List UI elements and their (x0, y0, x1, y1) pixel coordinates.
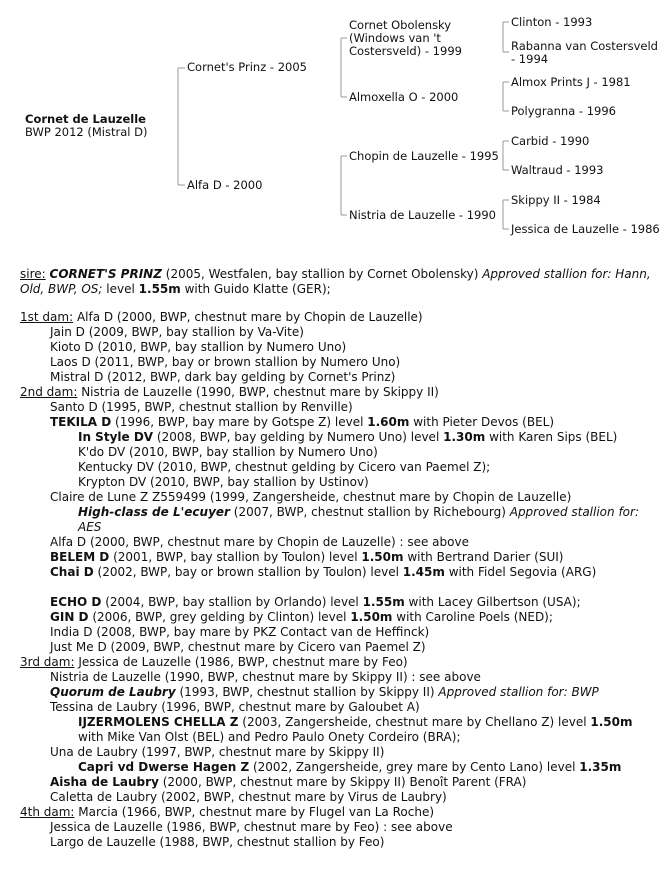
horse-details: (1996, BWP, bay mare by Gotspe Z) level (115, 415, 364, 429)
sire-name: CORNET'S PRINZ (49, 267, 162, 281)
pedigree-grandsire-paternal: Cornet Obolensky (Windows van 't Costersveld) - 1999 (349, 18, 462, 58)
dam-4-text: Marcia (1966, BWP, chestnut mare by Flugel van La Roche) (78, 805, 435, 819)
offspring-line: Jain D (2009, BWP, bay stallion by Va-Vite) (50, 325, 304, 339)
pedigree-text (20, 267, 660, 850)
pedigree-ggp-1: Clinton - 1993 (511, 15, 593, 29)
pedigree-ggp-4: Polygranna - 1996 (511, 104, 616, 118)
subject-info: BWP 2012 (Mistral D) (25, 125, 148, 139)
sire-approved: Approved stallion for: Hann, Old, BWP, OS; (20, 267, 651, 296)
dam-1-label: 1st dam: (20, 310, 74, 324)
sire-details: (2005, Westfalen, bay stallion by Cornet Obolensky) (165, 267, 479, 281)
offspring-line: Kentucky DV (2010, BWP, chestnut gelding by Cicero van Paemel Z); (78, 460, 491, 474)
horse-rider: with Lacey Gilbertson (USA); (408, 595, 581, 609)
offspring-line: India D (2008, BWP, bay mare by PKZ Contact van de Heffinck) (50, 625, 430, 639)
horse-approved: Approved stallion for: AES (78, 505, 639, 534)
horse-details: (2006, BWP, grey gelding by Clinton) level (92, 610, 347, 624)
dam-2-label: 2nd dam: (20, 385, 78, 399)
pedigree-granddam-paternal: Almoxella O - 2000 (349, 90, 459, 104)
horse-level: 1.30m (443, 430, 486, 444)
sire-rider: with Guido Klatte (GER); (184, 282, 331, 296)
dam-3-line (20, 655, 660, 670)
offspring-line: Laos D (2011, BWP, bay or brown stallion by Numero Uno) (50, 355, 401, 369)
horse-details: (2000, BWP, chestnut mare by Skippy II) Benoît Parent (FRA) (162, 775, 527, 789)
offspring-line: Nistria de Lauzelle (1990, BWP, chestnut mare by Skippy II) : see above (50, 670, 481, 684)
offspring-line: Santo D (1995, BWP, chestnut stallion by Renville) (50, 400, 353, 414)
offspring-line: K'do DV (2010, BWP, bay stallion by Numero Uno) (78, 445, 378, 459)
sire-level: 1.55m (138, 282, 181, 296)
horse-rider: with Karen Sips (BEL) (489, 430, 618, 444)
subject-name: Cornet de Lauzelle (25, 112, 146, 126)
horse-details: (1993, BWP, chestnut stallion by Skippy II) (179, 685, 435, 699)
sire-label: sire: (20, 267, 46, 281)
offspring-line-continued: with Mike Van Olst (BEL) and Pedro Paulo Onety Cordeiro (BRA); (78, 730, 461, 744)
horse-details: (2003, Zangersheide, chestnut mare by Chellano Z) level (242, 715, 587, 729)
pedigree-chart (0, 0, 670, 262)
horse-details: (2001, BWP, bay stallion by Toulon) level (113, 550, 358, 564)
dam-2-line (20, 385, 660, 400)
offspring-line: Largo de Lauzelle (1988, BWP, chestnut stallion by Feo) (50, 835, 385, 849)
dam-3-text: Jessica de Lauzelle (1986, BWP, chestnut mare by Feo) (78, 655, 408, 669)
horse-level: 1.55m (362, 595, 405, 609)
offspring-line: Una de Laubry (1997, BWP, chestnut mare by Skippy II) (50, 745, 385, 759)
horse-level: 1.50m (361, 550, 404, 564)
offspring-line (20, 715, 660, 730)
offspring-line (20, 685, 660, 700)
dam-1-line (20, 310, 660, 325)
horse-name: ECHO D (50, 595, 102, 609)
horse-name: Quorum de Laubry (50, 685, 176, 699)
pedigree-ggp-5: Carbid - 1990 (511, 134, 590, 148)
offspring-line (20, 760, 660, 775)
horse-details: (2002, Zangersheide, grey mare by Cento Lano) level (252, 760, 576, 774)
offspring-line: Kioto D (2010, BWP, bay stallion by Numero Uno) (50, 340, 347, 354)
dam-4-line (20, 805, 660, 820)
horse-name: TEKILA D (50, 415, 112, 429)
offspring-line: Mistral D (2012, BWP, dark bay gelding by Cornet's Prinz) (50, 370, 396, 384)
pedigree-sire: Cornet's Prinz - 2005 (187, 60, 307, 74)
horse-name: BELEM D (50, 550, 110, 564)
offspring-line: Claire de Lune Z Z559499 (1999, Zangersheide, chestnut mare by Chopin de Lauzelle) (50, 490, 572, 504)
offspring-line (20, 595, 660, 610)
dam-4-label: 4th dam: (20, 805, 75, 819)
pedigree-subject (25, 113, 147, 139)
dam-3-label: 3rd dam: (20, 655, 75, 669)
pedigree-ggp-6: Waltraud - 1993 (511, 163, 604, 177)
offspring-line: Just Me D (2009, BWP, chestnut mare by Cicero van Paemel Z) (50, 640, 426, 654)
offspring-line (20, 415, 660, 430)
offspring-line (20, 565, 660, 580)
offspring-line (20, 775, 660, 790)
offspring-line (20, 610, 660, 625)
pedigree-ggp-7: Skippy II - 1984 (511, 193, 601, 207)
horse-name: In Style DV (78, 430, 154, 444)
pedigree-grandsire-maternal: Chopin de Lauzelle - 1995 (349, 149, 499, 163)
offspring-line: Krypton DV (2010, BWP, bay stallion by Ustinov) (78, 475, 369, 489)
horse-approved: Approved stallion for: BWP (438, 685, 599, 699)
offspring-line: Tessina de Laubry (1996, BWP, chestnut mare by Galoubet A) (50, 700, 420, 714)
pedigree-dam: Alfa D - 2000 (187, 178, 263, 192)
dam-1-text: Alfa D (2000, BWP, chestnut mare by Chopin de Lauzelle) (76, 310, 423, 324)
horse-rider: with Caroline Poels (NED); (396, 610, 553, 624)
horse-details: (2008, BWP, bay gelding by Numero Uno) level (156, 430, 440, 444)
horse-name: GIN D (50, 610, 89, 624)
horse-name: High-class de L'ecuyer (78, 505, 230, 519)
horse-level: 1.60m (367, 415, 410, 429)
horse-level: 1.50m (590, 715, 633, 729)
sire-paragraph (20, 267, 660, 297)
horse-details: (2007, BWP, chestnut stallion by Richebourg) (233, 505, 506, 519)
horse-level: 1.35m (579, 760, 622, 774)
horse-details: (2004, BWP, bay stallion by Orlando) level (105, 595, 359, 609)
horse-name: Capri vd Dwerse Hagen Z (78, 760, 250, 774)
horse-rider: with Pieter Devos (BEL) (413, 415, 555, 429)
dam-2-text: Nistria de Lauzelle (1990, BWP, chestnut mare by Skippy II) (81, 385, 439, 399)
sire-level-text: level (106, 282, 135, 296)
offspring-line (20, 550, 660, 565)
offspring-line (20, 430, 660, 445)
offspring-line: Caletta de Laubry (2002, BWP, chestnut mare by Virus de Laubry) (50, 790, 447, 804)
offspring-line: Jessica de Lauzelle (1986, BWP, chestnut mare by Feo) : see above (50, 820, 453, 834)
horse-level: 1.50m (350, 610, 393, 624)
horse-level: 1.45m (402, 565, 445, 579)
horse-name: Aisha de Laubry (50, 775, 159, 789)
pedigree-ggp-8: Jessica de Lauzelle - 1986 (511, 222, 660, 236)
pedigree-ggp-3: Almox Prints J - 1981 (511, 75, 631, 89)
pedigree-ggp-2: Rabanna van Costersveld - 1994 (511, 39, 658, 66)
horse-details: (2002, BWP, bay or brown stallion by Toulon) level (97, 565, 399, 579)
offspring-line (20, 505, 660, 535)
horse-rider: with Bertrand Darier (SUI) (407, 550, 564, 564)
horse-name: IJZERMOLENS CHELLA Z (78, 715, 239, 729)
horse-rider: with Fidel Segovia (ARG) (448, 565, 597, 579)
horse-name: Chai D (50, 565, 94, 579)
pedigree-granddam-maternal: Nistria de Lauzelle - 1990 (349, 208, 497, 222)
offspring-line: Alfa D (2000, BWP, chestnut mare by Chopin de Lauzelle) : see above (50, 535, 469, 549)
